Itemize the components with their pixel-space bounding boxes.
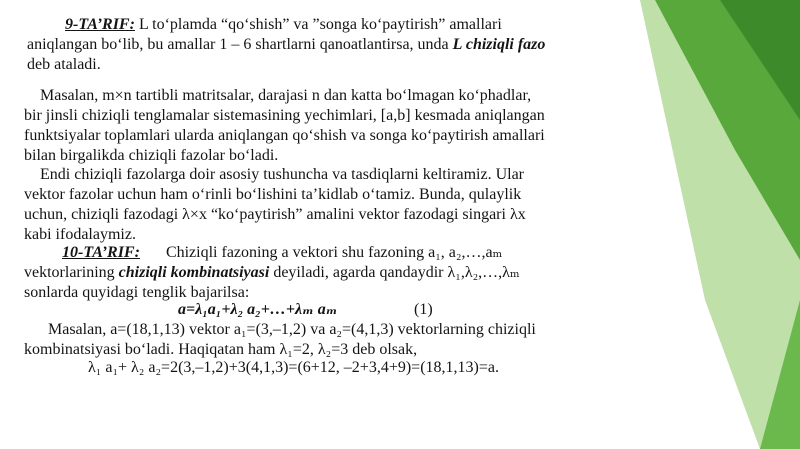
example-line2: kombinatsiyasi bo‘ladi. Haqiqatan ham λ₁=2, λ₂=3 deb olsak, [24,341,418,358]
definition-10-line3: sonlarda quyidagi tenglik bajarilsa: [24,284,250,301]
definition-9-label: 9-TA’RIF: [65,16,135,33]
paragraph-1-line4: bilan birgalikda chiziqli fazolar bo‘ladi. [24,147,279,164]
definition-9-line1: 9-TA’RIF: L to‘plamda “qo‘shish” va ”songa ko‘paytirish” amallari [65,16,502,33]
definition-9-line2: aniqlangan bo‘lib, bu amallar 1 – 6 shartlarni qanoatlantirsa, unda L chiziqli fazo [27,36,546,53]
formula-expression: a=λ₁a₁+λ₂ a₂+…+λₘ aₘ [178,301,338,318]
formula-number: (1) [414,301,433,318]
paragraph-2-line3: uchun, chiziqli fazodagi λ×x “ko‘paytirish” amalini vektor fazodagi singari λx [24,206,526,223]
formula [178,300,337,320]
paragraph-2-line2: vektor fazolar uchun ham o‘rinli bo‘lishini ta’kidlab o‘tamiz. Bunda, qulaylik [24,186,522,203]
example-line3: λ₁ a₁+ λ₂ a₂=2(3,–1,2)+3(4,1,3)=(6+12, –2+3,4+9)=(18,1,13)=a. [88,359,499,376]
paragraph-2-line4: kabi ifodalaymiz. [24,226,136,243]
definition-10-line1: 10-TA’RIF: Chiziqli fazoning a vektori shu fazoning a₁, a₂,…,aₘ [62,244,503,261]
paragraph-1-line2: bir jinsli chiziqli tenglamalar sistemasining yechimlari, [a,b] kesmada aniqlangan [24,107,545,124]
paragraph-2-line1: Endi chiziqli fazolarga doir asosiy tushuncha va tasdiqlarni keltiramiz. Ular [40,166,524,183]
paragraph-1-line3: funktsiyalar toplamlari ularda aniqlangan qo‘shish va songa ko‘paytirish amallari [24,127,545,144]
paragraph-1-line1: Masalan, m×n tartibli matritsalar, darajasi n dan katta bo‘lmagan ko‘phadlar, [40,87,532,104]
definition-10-label: 10-TA’RIF: [62,244,140,261]
definition-10-line2: vektorlarining chiziqli kombinatsiyasi deyiladi, agarda qandaydir λ₁,λ₂,…,λₘ [24,264,520,281]
example-line1: Masalan, a=(18,1,13) vektor a₁=(3,–1,2) va a₂=(4,1,3) vektorlarning chiziqli [48,321,536,338]
definition-9-line3: deb ataladi. [27,56,101,73]
